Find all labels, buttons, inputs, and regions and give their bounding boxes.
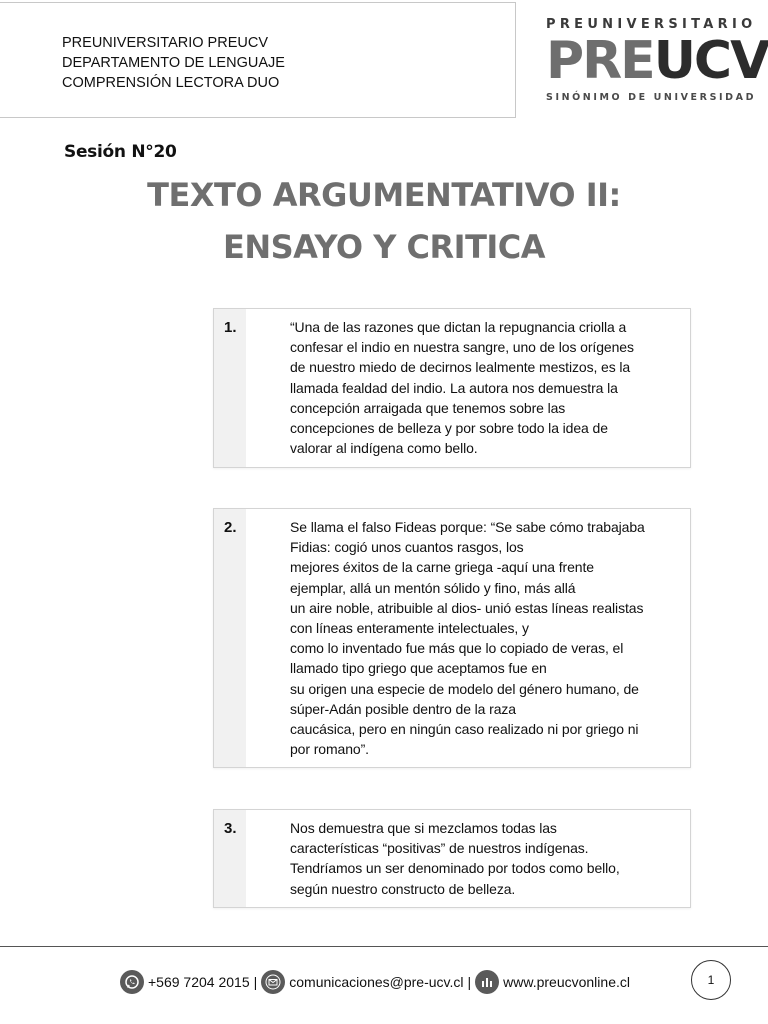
- answer-card-2: [213, 508, 691, 768]
- card-line: ejemplar, allá un mentón sólido y fino, más allá: [290, 579, 576, 596]
- card-line: caucásica, pero en ningún caso realizado ni por griego ni: [290, 721, 639, 738]
- card-line: valorar al indígena como bello.: [290, 440, 478, 457]
- footer-divider: [0, 946, 768, 947]
- card-line: súper-Adán posible dentro de la raza: [290, 700, 516, 717]
- header-line-department: DEPARTAMENTO DE LENGUAJE: [62, 55, 285, 71]
- header-line-institution: PREUNIVERSITARIO PREUCV: [62, 35, 268, 51]
- card-line: su origen una especie de modelo del género humano, de: [290, 680, 639, 697]
- card-strip: [214, 509, 246, 767]
- header-line-course: COMPRENSIÓN LECTORA DUO: [62, 75, 280, 91]
- card-line: de nuestro miedo de decirnos lealmente mestizos, es la: [290, 359, 631, 376]
- logo-tagline: SINÓNIMO DE UNIVERSIDAD: [546, 92, 757, 103]
- card-line: Tendríamos un ser denominado por todos como bello,: [290, 860, 620, 877]
- card-number: 2.: [224, 519, 237, 536]
- answer-card-1: [213, 308, 691, 468]
- page-title-line-1: TEXTO ARGUMENTATIVO II:: [147, 176, 621, 214]
- card-line: por romano”.: [290, 741, 369, 758]
- card-text: [290, 517, 682, 759]
- footer-email[interactable]: comunicaciones@pre-ucv.cl: [289, 974, 464, 990]
- card-line: Fidias: cogió unos cuantos rasgos, los: [290, 539, 524, 556]
- page-number: 1: [691, 960, 731, 1000]
- logo-ucv: UCV: [653, 31, 768, 91]
- footer-contact: [120, 967, 630, 997]
- card-line: según nuestro constructo de belleza.: [290, 880, 516, 897]
- logo-top-text: PREUNIVERSITARIO: [546, 17, 757, 32]
- card-line: Nos demuestra que si mezclamos todas las: [290, 820, 557, 836]
- card-line: mejores éxitos de la carne griega -aquí una frente: [290, 559, 594, 576]
- card-line: concepciones de belleza y por sobre todo la idea de: [290, 420, 608, 437]
- card-text: [290, 317, 682, 458]
- card-line: como lo inventado fue más que lo copiado de veras, el: [290, 640, 624, 657]
- footer-phone[interactable]: +569 7204 2015: [148, 974, 250, 990]
- page-title-line-2: ENSAYO Y CRITICA: [222, 228, 546, 266]
- card-line: “Una de las razones que dictan la repugnancia criolla a: [290, 319, 627, 335]
- header-box: [0, 2, 516, 118]
- footer-separator: |: [467, 974, 472, 990]
- preucv-icon: [475, 970, 499, 994]
- card-line: confesar el indio en nuestra sangre, uno de los orígenes: [290, 339, 634, 356]
- card-line: llamado tipo griego que aceptamos fue en: [290, 660, 547, 677]
- answer-card-3: [213, 809, 691, 908]
- preucv-logo: [546, 16, 768, 103]
- logo-main-text: [546, 31, 768, 91]
- card-line: características “positivas” de nuestros indígenas.: [290, 840, 589, 857]
- card-number: 3.: [224, 820, 237, 837]
- email-icon: [261, 970, 285, 994]
- card-text: [290, 818, 682, 899]
- card-line: un aire noble, atribuible al dios- unió estas líneas realistas: [290, 599, 644, 616]
- card-number: 1.: [224, 319, 237, 336]
- footer-website[interactable]: www.preucvonline.cl: [503, 974, 630, 990]
- logo-pre: PRE: [546, 31, 654, 91]
- card-line: llamada fealdad del indio. La autora nos demuestra la: [290, 379, 618, 396]
- header-lines: [62, 33, 285, 93]
- footer-separator: |: [253, 974, 258, 990]
- card-line: concepción arraigada que tenemos sobre las: [290, 399, 566, 416]
- session-label: Sesión N°20: [64, 142, 177, 162]
- card-line: con líneas enteramente intelectuales, y: [290, 620, 529, 637]
- card-line: Se llama el falso Fideas porque: “Se sabe cómo trabajaba: [290, 519, 645, 535]
- whatsapp-icon: [120, 970, 144, 994]
